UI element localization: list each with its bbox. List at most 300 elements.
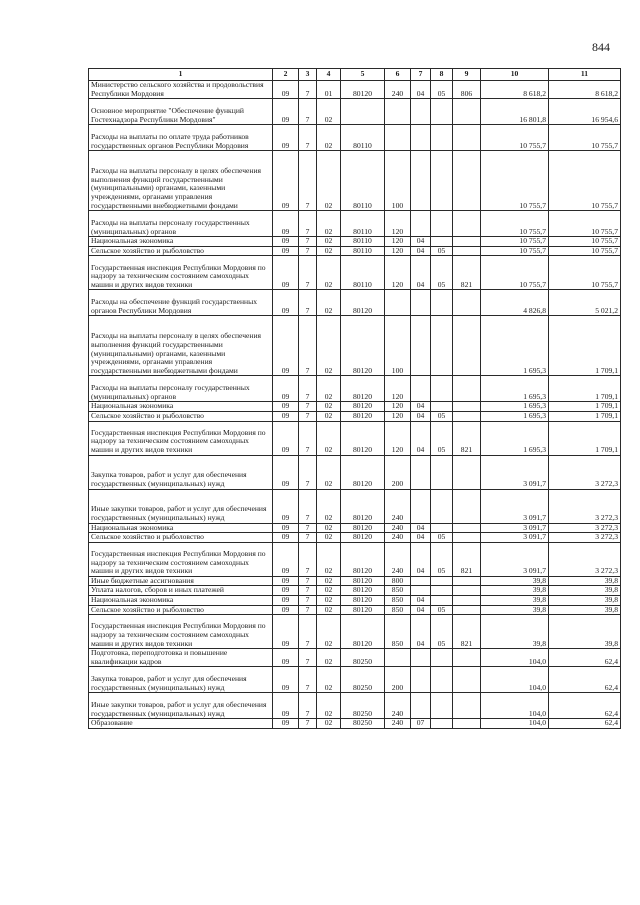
cell-ministry-code [453,693,481,719]
cell-type-code [385,290,411,316]
cell-chapter-code: 09 [273,402,299,412]
cell-amount-year2: 10 755,7 [549,211,621,237]
cell-amount-year1: 10 755,7 [481,211,549,237]
cell-section-code: 7 [299,693,317,719]
cell-subsection-code: 02 [317,237,341,247]
cell-amount-year1: 10 755,7 [481,256,549,290]
cell-type-code: 240 [385,719,411,729]
cell-chapter-code: 09 [273,151,299,211]
cell-subdivision-code [431,595,453,605]
cell-item-name: Подготовка, переподготовка и повышение квалификации кадров [89,649,273,667]
cell-division-code [411,489,431,523]
column-header-expense-code: 5 [341,69,385,81]
cell-type-code: 850 [385,586,411,596]
cell-section-code: 7 [299,237,317,247]
cell-section-code: 7 [299,376,317,402]
cell-amount-year1: 1 695,3 [481,411,549,421]
cell-chapter-code: 09 [273,316,299,376]
cell-type-code: 100 [385,316,411,376]
cell-division-code [411,211,431,237]
cell-type-code: 200 [385,455,411,489]
column-header-subdivision-code: 8 [431,69,453,81]
cell-division-code: 04 [411,595,431,605]
cell-amount-year2: 10 755,7 [549,237,621,247]
cell-subsection-code: 02 [317,542,341,576]
cell-subsection-code: 02 [317,246,341,256]
table-row [89,421,621,455]
cell-chapter-code: 09 [273,605,299,615]
column-header-type-code: 6 [385,69,411,81]
cell-section-code: 7 [299,246,317,256]
cell-subsection-code: 02 [317,411,341,421]
cell-item-name: Иные закупки товаров, работ и услуг для обеспечения государственных (муниципальных) нужд [89,693,273,719]
cell-subsection-code: 02 [317,719,341,729]
cell-item-name: Иные бюджетные ассигнования [89,576,273,586]
cell-subsection-code: 02 [317,667,341,693]
cell-type-code: 120 [385,246,411,256]
cell-type-code: 120 [385,211,411,237]
table-row [89,211,621,237]
cell-amount-year1: 39,8 [481,595,549,605]
cell-amount-year2: 1 709,1 [549,376,621,402]
cell-amount-year1: 1 695,3 [481,316,549,376]
cell-amount-year1: 39,8 [481,615,549,649]
cell-chapter-code: 09 [273,533,299,543]
cell-amount-year2: 1 709,1 [549,316,621,376]
cell-section-code: 7 [299,649,317,667]
cell-division-code [411,693,431,719]
cell-amount-year1: 3 091,7 [481,533,549,543]
cell-chapter-code: 09 [273,719,299,729]
cell-subdivision-code [431,376,453,402]
table-row [89,595,621,605]
cell-type-code: 200 [385,667,411,693]
cell-amount-year1: 10 755,7 [481,246,549,256]
cell-item-name: Государственная инспекция Республики Мордовия по надзору за техническим состоянием самоходных машин и других видов техники [89,542,273,576]
cell-subdivision-code: 05 [431,605,453,615]
cell-item-name: Расходы на выплаты персоналу в целях обеспечения выполнения функций государственными (муниципальными) органами, казенными учреждениями, органами управления государственными внебюджетными фондами [89,151,273,211]
cell-chapter-code: 09 [273,99,299,125]
cell-ministry-code [453,489,481,523]
cell-section-code: 7 [299,542,317,576]
cell-amount-year1: 104,0 [481,719,549,729]
cell-ministry-code [453,99,481,125]
cell-chapter-code: 09 [273,595,299,605]
cell-chapter-code: 09 [273,376,299,402]
cell-section-code: 7 [299,667,317,693]
cell-amount-year2: 3 272,3 [549,542,621,576]
cell-section-code: 7 [299,290,317,316]
cell-subsection-code: 02 [317,402,341,412]
cell-item-name: Образование [89,719,273,729]
cell-subsection-code: 02 [317,125,341,151]
cell-expense-code: 80120 [341,489,385,523]
cell-chapter-code: 09 [273,523,299,533]
cell-amount-year1: 10 755,7 [481,237,549,247]
cell-amount-year2: 10 755,7 [549,246,621,256]
cell-ministry-code [453,605,481,615]
cell-chapter-code: 09 [273,237,299,247]
page-number: 844 [592,40,610,54]
cell-division-code [411,376,431,402]
table-row [89,615,621,649]
cell-chapter-code: 09 [273,586,299,596]
cell-expense-code: 80120 [341,411,385,421]
cell-division-code [411,455,431,489]
cell-expense-code: 80120 [341,615,385,649]
cell-expense-code: 80110 [341,125,385,151]
cell-item-name: Национальная экономика [89,523,273,533]
cell-ministry-code [453,523,481,533]
cell-type-code: 240 [385,533,411,543]
column-header-amount-year1: 10 [481,69,549,81]
cell-ministry-code [453,151,481,211]
cell-item-name: Сельское хозяйство и рыболовство [89,411,273,421]
cell-amount-year1: 104,0 [481,667,549,693]
cell-division-code: 04 [411,256,431,290]
cell-item-name: Уплата налогов, сборов и иных платежей [89,586,273,596]
table-row [89,649,621,667]
cell-subdivision-code [431,316,453,376]
cell-ministry-code [453,719,481,729]
cell-section-code: 7 [299,256,317,290]
table-row [89,99,621,125]
table-row [89,316,621,376]
cell-type-code: 240 [385,693,411,719]
cell-chapter-code: 09 [273,615,299,649]
cell-section-code: 7 [299,402,317,412]
cell-expense-code: 80110 [341,256,385,290]
cell-amount-year1: 8 618,2 [481,81,549,99]
cell-amount-year2: 39,8 [549,605,621,615]
cell-amount-year2: 3 272,3 [549,489,621,523]
cell-expense-code: 80120 [341,402,385,412]
cell-division-code: 04 [411,523,431,533]
cell-subdivision-code [431,693,453,719]
cell-division-code: 04 [411,411,431,421]
cell-subdivision-code [431,211,453,237]
cell-amount-year2: 39,8 [549,576,621,586]
cell-type-code [385,125,411,151]
cell-type-code: 850 [385,605,411,615]
cell-subdivision-code [431,290,453,316]
cell-amount-year2: 39,8 [549,615,621,649]
cell-section-code: 7 [299,411,317,421]
cell-chapter-code: 09 [273,256,299,290]
cell-chapter-code: 09 [273,246,299,256]
cell-ministry-code [453,376,481,402]
cell-subsection-code: 02 [317,693,341,719]
cell-expense-code: 80120 [341,576,385,586]
cell-section-code: 7 [299,719,317,729]
cell-subsection-code: 02 [317,316,341,376]
cell-ministry-code [453,455,481,489]
cell-subsection-code: 02 [317,605,341,615]
cell-division-code: 04 [411,542,431,576]
cell-item-name: Министерство сельского хозяйства и продовольствия Республики Мордовия [89,81,273,99]
cell-division-code [411,667,431,693]
cell-expense-code: 80110 [341,237,385,247]
cell-subsection-code: 02 [317,649,341,667]
column-header-ministry-code: 9 [453,69,481,81]
cell-ministry-code: 821 [453,615,481,649]
cell-section-code: 7 [299,421,317,455]
cell-type-code: 850 [385,595,411,605]
cell-subsection-code: 02 [317,421,341,455]
cell-item-name: Расходы на выплаты по оплате труда работников государственных органов Республики Мордовия [89,125,273,151]
cell-amount-year1: 39,8 [481,605,549,615]
table-row [89,586,621,596]
cell-amount-year1: 104,0 [481,693,549,719]
cell-type-code: 120 [385,376,411,402]
cell-subdivision-code [431,489,453,523]
cell-item-name: Расходы на выплаты персоналу государственных (муниципальных) органов [89,211,273,237]
cell-chapter-code: 09 [273,81,299,99]
cell-amount-year1: 10 755,7 [481,125,549,151]
cell-division-code: 07 [411,719,431,729]
cell-ministry-code [453,586,481,596]
cell-division-code: 04 [411,421,431,455]
cell-section-code: 7 [299,615,317,649]
cell-chapter-code: 09 [273,125,299,151]
cell-item-name: Государственная инспекция Республики Мордовия по надзору за техническим состоянием самоходных машин и других видов техники [89,615,273,649]
cell-amount-year2: 1 709,1 [549,402,621,412]
cell-ministry-code [453,402,481,412]
cell-ministry-code: 821 [453,421,481,455]
cell-amount-year1: 3 091,7 [481,542,549,576]
cell-subdivision-code: 05 [431,246,453,256]
cell-subdivision-code [431,576,453,586]
column-header-subsection-code: 4 [317,69,341,81]
cell-subdivision-code: 05 [431,256,453,290]
cell-subdivision-code: 05 [431,411,453,421]
cell-ministry-code [453,290,481,316]
cell-type-code: 240 [385,81,411,99]
cell-chapter-code: 09 [273,542,299,576]
cell-subdivision-code [431,237,453,247]
cell-item-name: Закупка товаров, работ и услуг для обеспечения государственных (муниципальных) нужд [89,667,273,693]
cell-division-code: 04 [411,237,431,247]
cell-division-code: 04 [411,402,431,412]
cell-amount-year2: 39,8 [549,595,621,605]
cell-expense-code [341,99,385,125]
cell-expense-code: 80110 [341,246,385,256]
cell-division-code [411,99,431,125]
cell-division-code: 04 [411,605,431,615]
cell-ministry-code [453,125,481,151]
column-header-item-name: 1 [89,69,273,81]
cell-item-name: Национальная экономика [89,237,273,247]
cell-subdivision-code: 05 [431,542,453,576]
table-row [89,719,621,729]
cell-expense-code: 80120 [341,376,385,402]
cell-subdivision-code: 05 [431,533,453,543]
cell-section-code: 7 [299,151,317,211]
cell-ministry-code: 821 [453,542,481,576]
cell-section-code: 7 [299,605,317,615]
cell-expense-code: 80110 [341,211,385,237]
cell-chapter-code: 09 [273,290,299,316]
cell-type-code [385,649,411,667]
cell-ministry-code [453,667,481,693]
table-row [89,125,621,151]
cell-subdivision-code [431,455,453,489]
cell-subdivision-code: 05 [431,421,453,455]
table-row [89,693,621,719]
cell-type-code: 800 [385,576,411,586]
cell-amount-year2: 16 954,6 [549,99,621,125]
column-header-division-code: 7 [411,69,431,81]
cell-division-code: 04 [411,81,431,99]
cell-amount-year2: 3 272,3 [549,523,621,533]
cell-section-code: 7 [299,211,317,237]
table-row [89,489,621,523]
cell-type-code: 240 [385,489,411,523]
cell-expense-code: 80250 [341,649,385,667]
cell-amount-year2: 62,4 [549,649,621,667]
budget-table [88,68,621,729]
table-row [89,376,621,402]
cell-item-name: Сельское хозяйство и рыболовство [89,533,273,543]
cell-ministry-code [453,316,481,376]
cell-item-name: Расходы на выплаты персоналу государственных (муниципальных) органов [89,376,273,402]
cell-item-name: Сельское хозяйство и рыболовство [89,605,273,615]
cell-amount-year2: 1 709,1 [549,411,621,421]
cell-ministry-code [453,576,481,586]
cell-subsection-code: 01 [317,81,341,99]
cell-ministry-code [453,211,481,237]
cell-amount-year1: 16 801,8 [481,99,549,125]
cell-ministry-code [453,411,481,421]
cell-expense-code: 80120 [341,542,385,576]
cell-expense-code: 80120 [341,523,385,533]
cell-ministry-code [453,533,481,543]
cell-amount-year2: 3 272,3 [549,533,621,543]
cell-subsection-code: 02 [317,489,341,523]
cell-chapter-code: 09 [273,693,299,719]
cell-section-code: 7 [299,576,317,586]
cell-ministry-code: 821 [453,256,481,290]
cell-expense-code: 80120 [341,605,385,615]
cell-item-name: Закупка товаров, работ и услуг для обеспечения государственных (муниципальных) нужд [89,455,273,489]
table-row [89,605,621,615]
cell-amount-year2: 62,4 [549,719,621,729]
table-body [89,81,621,729]
cell-ministry-code: 806 [453,81,481,99]
cell-subsection-code: 02 [317,533,341,543]
cell-expense-code: 80120 [341,455,385,489]
table-row [89,151,621,211]
cell-chapter-code: 09 [273,421,299,455]
cell-subdivision-code [431,719,453,729]
cell-subdivision-code [431,667,453,693]
cell-expense-code: 80120 [341,533,385,543]
cell-amount-year1: 104,0 [481,649,549,667]
column-header-section-code: 3 [299,69,317,81]
column-header-amount-year2: 11 [549,69,621,81]
cell-subsection-code: 02 [317,586,341,596]
table-row [89,237,621,247]
cell-section-code: 7 [299,595,317,605]
cell-amount-year2: 62,4 [549,667,621,693]
table-row [89,455,621,489]
cell-chapter-code: 09 [273,489,299,523]
cell-subdivision-code [431,151,453,211]
cell-amount-year1: 1 695,3 [481,421,549,455]
cell-expense-code: 80120 [341,81,385,99]
cell-subdivision-code [431,649,453,667]
cell-chapter-code: 09 [273,649,299,667]
cell-type-code: 120 [385,237,411,247]
cell-amount-year1: 3 091,7 [481,455,549,489]
cell-amount-year1: 39,8 [481,576,549,586]
cell-ministry-code [453,237,481,247]
table-row [89,246,621,256]
table-row [89,542,621,576]
cell-amount-year2: 1 709,1 [549,421,621,455]
cell-subsection-code: 02 [317,523,341,533]
cell-expense-code: 80250 [341,667,385,693]
table-row [89,411,621,421]
cell-item-name: Расходы на обеспечение функций государственных органов Республики Мордовия [89,290,273,316]
cell-type-code: 240 [385,523,411,533]
cell-subdivision-code [431,99,453,125]
table-row [89,81,621,99]
cell-item-name: Национальная экономика [89,595,273,605]
cell-subsection-code: 02 [317,595,341,605]
cell-section-code: 7 [299,533,317,543]
cell-subsection-code: 02 [317,99,341,125]
cell-expense-code: 80120 [341,316,385,376]
cell-amount-year2: 8 618,2 [549,81,621,99]
cell-division-code: 04 [411,533,431,543]
cell-division-code [411,151,431,211]
cell-amount-year1: 3 091,7 [481,523,549,533]
cell-amount-year2: 10 755,7 [549,125,621,151]
cell-chapter-code: 09 [273,411,299,421]
cell-type-code: 120 [385,256,411,290]
cell-division-code [411,576,431,586]
cell-amount-year2: 3 272,3 [549,455,621,489]
cell-expense-code: 80110 [341,151,385,211]
cell-type-code: 850 [385,615,411,649]
cell-division-code [411,290,431,316]
cell-amount-year1: 10 755,7 [481,151,549,211]
cell-item-name: Государственная инспекция Республики Мордовия по надзору за техническим состоянием самоходных машин и других видов техники [89,256,273,290]
cell-section-code: 7 [299,99,317,125]
cell-ministry-code [453,649,481,667]
cell-type-code: 120 [385,411,411,421]
cell-subsection-code: 02 [317,290,341,316]
cell-amount-year2: 39,8 [549,586,621,596]
cell-division-code [411,649,431,667]
cell-subsection-code: 02 [317,455,341,489]
cell-expense-code: 80120 [341,290,385,316]
cell-amount-year1: 3 091,7 [481,489,549,523]
cell-amount-year1: 4 826,8 [481,290,549,316]
cell-subsection-code: 02 [317,576,341,586]
cell-subdivision-code [431,125,453,151]
cell-ministry-code [453,246,481,256]
cell-subsection-code: 02 [317,256,341,290]
cell-expense-code: 80250 [341,719,385,729]
cell-item-name: Расходы на выплаты персоналу в целях обеспечения выполнения функций государственными (муниципальными) органами, казенными учреждениями, органами управления государственными внебюджетными фондами [89,316,273,376]
table-row [89,290,621,316]
cell-subsection-code: 02 [317,211,341,237]
cell-amount-year2: 10 755,7 [549,256,621,290]
cell-type-code [385,99,411,125]
cell-section-code: 7 [299,125,317,151]
